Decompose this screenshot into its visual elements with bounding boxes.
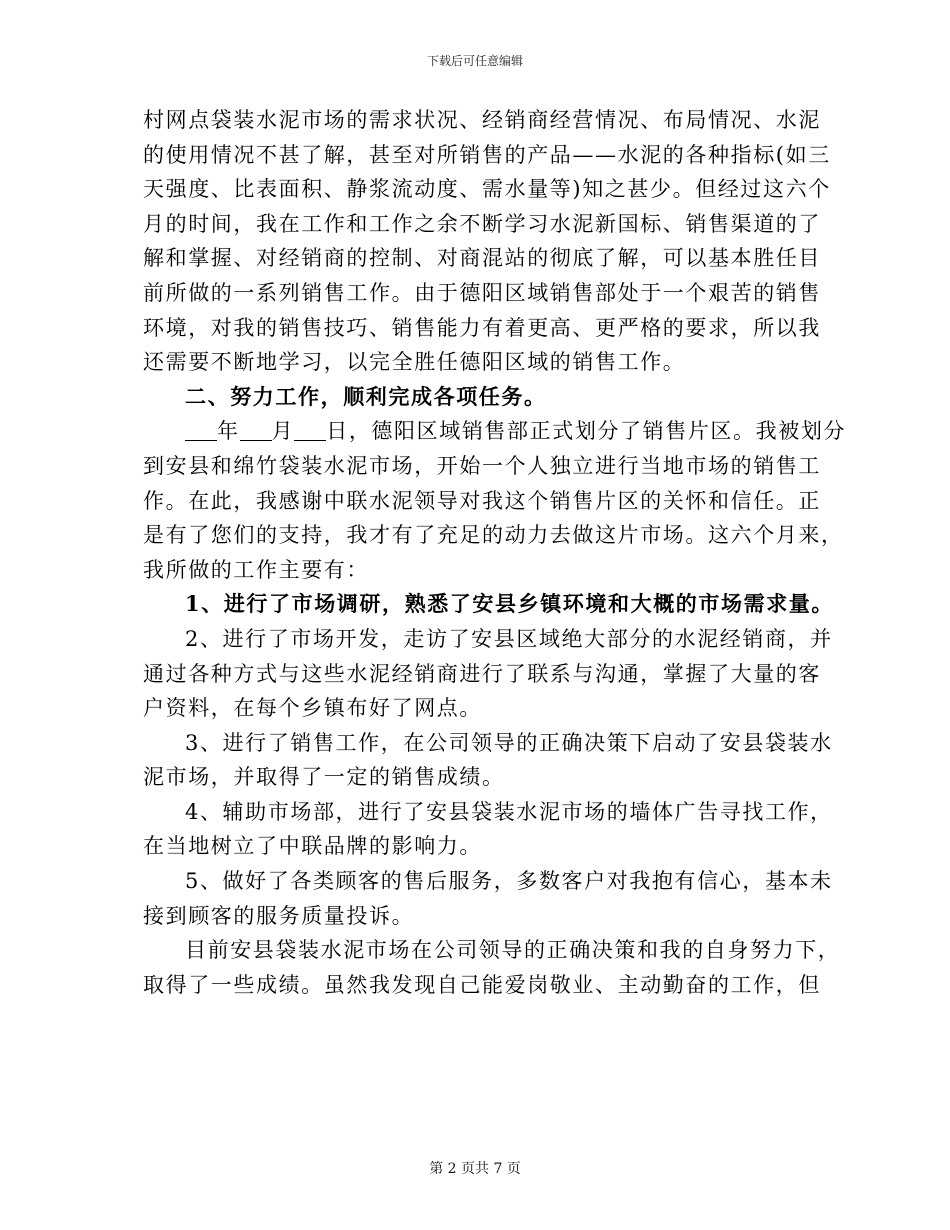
- paragraph-line: 泥市场，并取得了一定的销售成绩。: [143, 765, 505, 790]
- day-blank: [294, 420, 326, 441]
- paragraph-line: 作。在此，我感谢中联水泥领导对我这个销售片区的关怀和信任。正: [143, 488, 821, 513]
- paragraph-line: 取得了一些成绩。虽然我发现自己能爱岗敬业、主动勤奋的工作，但: [143, 972, 821, 997]
- paragraph-line: 我所做的工作主要有：: [143, 557, 369, 582]
- paragraph-line: 解和掌握、对经销商的控制、对商混站的彻底了解，可以基本胜任目: [143, 246, 821, 271]
- year-blank: [185, 420, 217, 441]
- paragraph-line: 接到顾客的服务质量投诉。: [143, 903, 415, 928]
- paragraph-line: 通过各种方式与这些水泥经销商进行了联系与沟通，掌握了大量的客: [143, 661, 821, 686]
- paragraph-line: 2、进行了市场开发，走访了安县区域绝大部分的水泥经销商，并: [185, 626, 833, 651]
- paragraph-line: 4、辅助市场部，进行了安县袋装水泥市场的墙体广告寻找工作，: [185, 799, 833, 824]
- paragraph-line: 目前安县袋装水泥市场在公司领导的正确决策和我的自身努力下，: [185, 938, 841, 963]
- page-footer: 第 2 页共 7 页: [429, 1161, 521, 1177]
- paragraph-line: 还需要不断地学习，以完全胜任德阳区域的销售工作。: [143, 350, 686, 375]
- day-label: 日: [326, 419, 349, 444]
- paragraph-line: 前所做的一系列销售工作。由于德阳区域销售部处于一个艰苦的销售: [143, 280, 821, 305]
- paragraph-line: 村网点袋装水泥市场的需求状况、经销商经营情况、布局情况、水泥: [143, 108, 821, 132]
- section-heading-line: 二、努力工作，顺利完成各项任务。: [185, 383, 547, 409]
- date-line-rest: ，德阳区域销售部正式划分了销售片区。我被划分: [348, 419, 847, 444]
- year-label: 年: [217, 419, 240, 444]
- month-label: 月: [271, 419, 295, 444]
- header-note: 下载后可任意编辑: [426, 54, 523, 68]
- paragraph-line: 到安县和绵竹袋装水泥市场，开始一个人独立进行当地市场的销售工: [143, 453, 821, 478]
- paragraph-line: 月的时间，我在工作和工作之余不断学习水泥新国标、销售渠道的了: [143, 211, 821, 236]
- paragraph-line: 是有了您们的支持，我才有了充足的动力去做这片市场。这六个月来，: [143, 523, 844, 548]
- date-line: [143, 414, 847, 449]
- paragraph-line: 的使用情况不甚了解，甚至对所销售的产品——水泥的各种指标(如三: [143, 142, 831, 167]
- month-blank: [240, 420, 272, 441]
- paragraph-line: 户资料，在每个乡镇布好了网点。: [143, 696, 482, 721]
- section-heading-line: 1、进行了市场调研，熟悉了安县乡镇环境和大概的市场需求量。: [185, 591, 835, 617]
- paragraph-line: 天强度、比表面积、静浆流动度、需水量等)知之甚少。但经过这六个: [143, 177, 831, 202]
- paragraph-line: 环境，对我的销售技巧、销售能力有着更高、更严格的要求，所以我: [143, 315, 821, 340]
- document-body: [143, 103, 847, 1002]
- paragraph-line: 5、做好了各类顾客的售后服务，多数客户对我抱有信心，基本未: [185, 869, 833, 894]
- paragraph-line: 3、进行了销售工作，在公司领导的正确决策下启动了安县袋装水: [185, 730, 833, 755]
- paragraph-line: 在当地树立了中联品牌的影响力。: [143, 834, 482, 859]
